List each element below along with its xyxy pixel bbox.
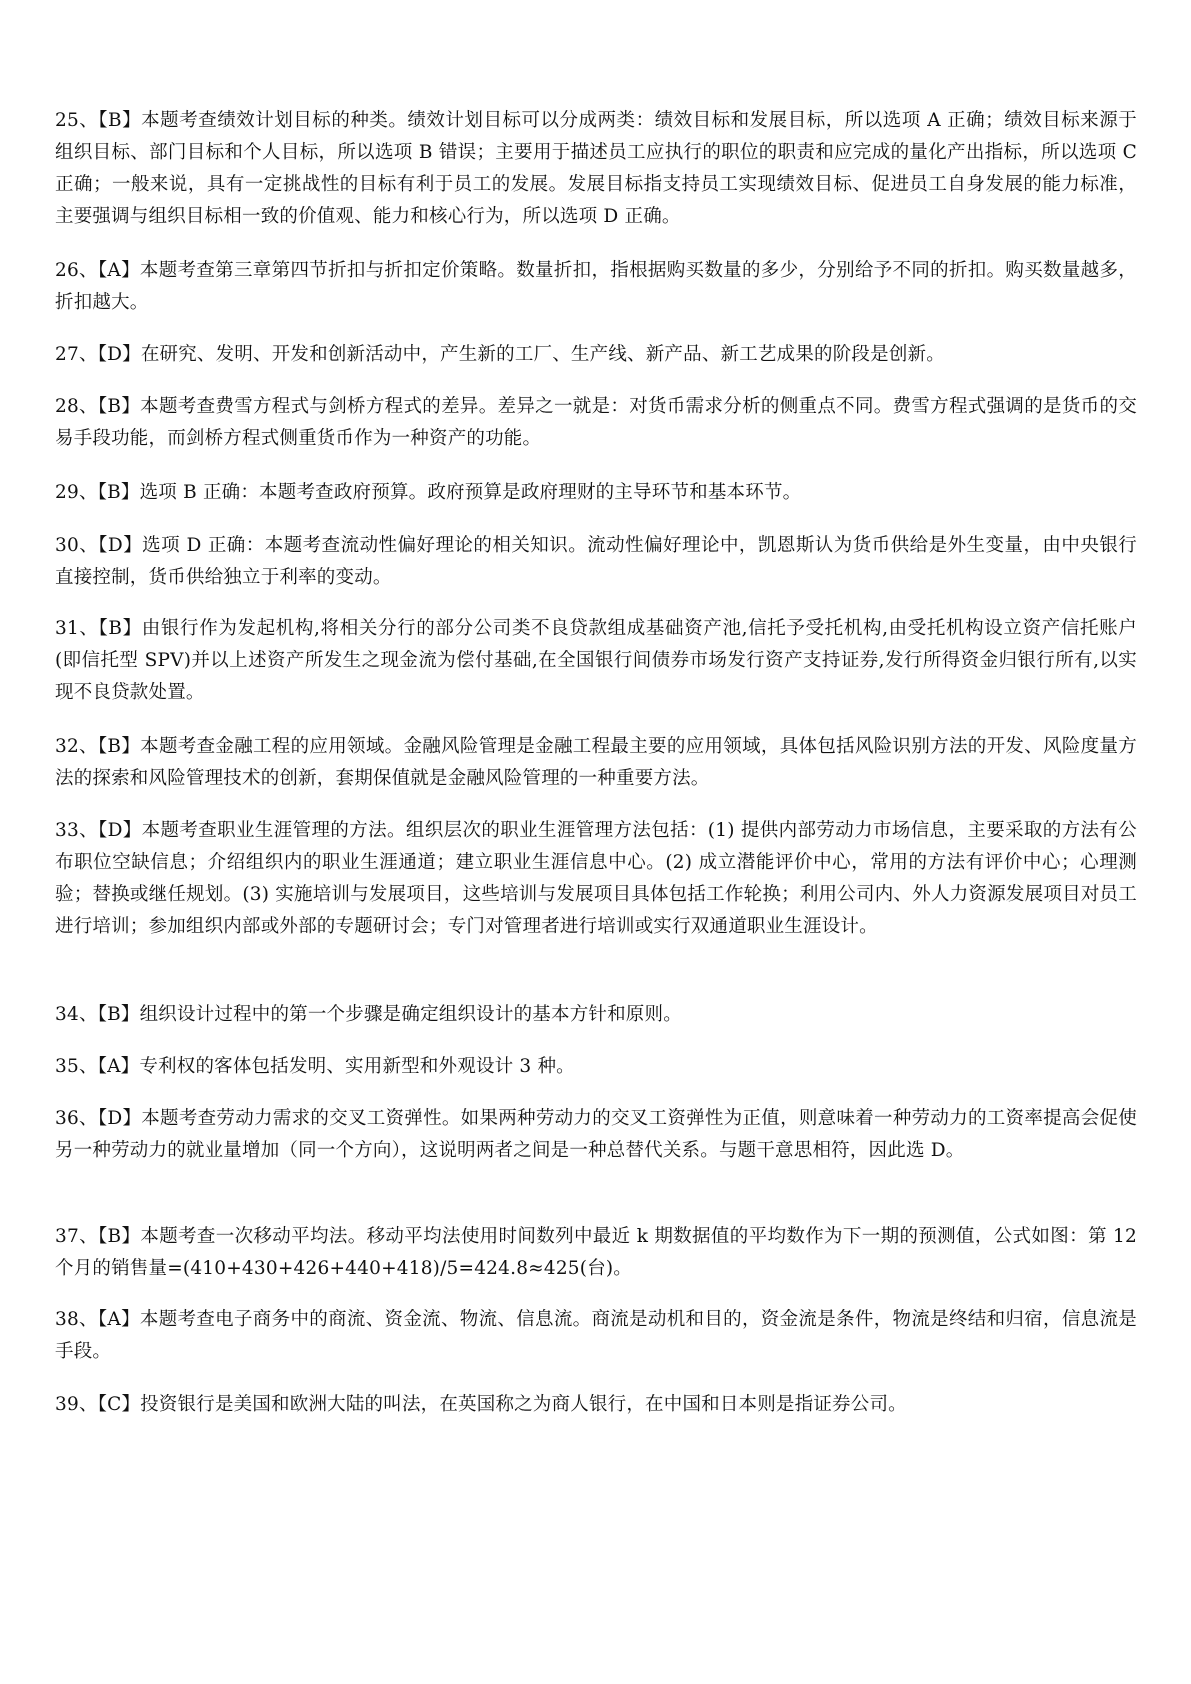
answer-30: 30、【D】选项 D 正确：本题考查流动性偏好理论的相关知识。流动性偏好理论中，凯恩斯认为货币供给是外生变量，由中央银行直接控制，货币供给独立于利率的变动。 [55,535,1137,588]
answer-33: 33、【D】本题考查职业生涯管理的方法。组织层次的职业生涯管理方法包括：(1) 提供内部劳动力市场信息，主要采取的方法有公布职位空缺信息；介绍组织内的职业生涯通道；建立职业生涯信息中心。(2) 成立潜能评价中心，常用的方法有评价中心；心理测验；替换或继任规划。(3) 实施培训与发展项目，这些培训与发展项目具体包括工作轮换；利用公司内、外人力资源发展项目对员工进行培训；参加组织内部或外部的专题研讨会；专门对管理者进行培训或实行双通道职业生涯设计。 [55,820,1137,937]
answer-27: 27、【D】在研究、发明、开发和创新活动中，产生新的工厂、生产线、新产品、新工艺成果的阶段是创新。 [55,344,945,365]
answer-28: 28、【B】本题考查费雪方程式与剑桥方程式的差异。差异之一就是：对货币需求分析的侧重点不同。费雪方程式强调的是货币的交易手段功能，而剑桥方程式侧重货币作为一种资产的功能。 [55,396,1137,449]
answer-38: 38、【A】本题考查电子商务中的商流、资金流、物流、信息流。商流是动机和目的，资金流是条件，物流是终结和归宿，信息流是手段。 [55,1309,1137,1362]
answer-31: 31、【B】由银行作为发起机构,将相关分行的部分公司类不良贷款组成基础资产池,信托予受托机构,由受托机构设立资产信托账户(即信托型 SPV)并以上述资产所发生之现金流为偿付基础,在全国银行间债券市场发行资产支持证券,发行所得资金归银行所有,以实现不良贷款处置。 [55,618,1137,703]
answer-29: 29、【B】选项 B 正确：本题考查政府预算。政府预算是政府理财的主导环节和基本环节。 [55,482,802,503]
answer-25: 25、【B】本题考查绩效计划目标的种类。绩效计划目标可以分成两类：绩效目标和发展目标，所以选项 A 正确；绩效目标来源于组织目标、部门目标和个人目标，所以选项 B 错误；主要用于描述员工应执行的职位的职责和应完成的量化产出指标，所以选项 C 正确；一般来说，具有一定挑战性的目标有利于员工的发展。发展目标指支持员工实现绩效目标、促进员工自身发展的能力标准，主要强调与组织目标相一致的价值观、能力和核心行为，所以选项 D 正确。 [55,110,1137,227]
answer-37: 37、【B】本题考查一次移动平均法。移动平均法使用时间数列中最近 k 期数据值的平均数作为下一期的预测值，公式如图：第 12 个月的销售量=(410+430+426+440+418)/5=424.8≈425(台)。 [55,1226,1137,1279]
answer-36: 36、【D】本题考查劳动力需求的交叉工资弹性。如果两种劳动力的交叉工资弹性为正值，则意味着一种劳动力的工资率提高会促使另一种劳动力的就业量增加（同一个方向），这说明两者之间是一种总替代关系。与题干意思相符，因此选 D。 [55,1108,1137,1161]
answer-32: 32、【B】本题考查金融工程的应用领域。金融风险管理是金融工程最主要的应用领域，具体包括风险识别方法的开发、风险度量方法的探索和风险管理技术的创新，套期保值就是金融风险管理的一种重要方法。 [55,736,1137,789]
answer-26: 26、【A】本题考查第三章第四节折扣与折扣定价策略。数量折扣，指根据购买数量的多少，分别给予不同的折扣。购买数量越多，折扣越大。 [55,260,1137,313]
answer-35: 35、【A】专利权的客体包括发明、实用新型和外观设计 3 种。 [55,1056,575,1077]
answer-34: 34、【B】组织设计过程中的第一个步骤是确定组织设计的基本方针和原则。 [55,1004,682,1025]
answer-39: 39、【C】投资银行是美国和欧洲大陆的叫法，在英国称之为商人银行，在中国和日本则是指证券公司。 [55,1394,907,1415]
